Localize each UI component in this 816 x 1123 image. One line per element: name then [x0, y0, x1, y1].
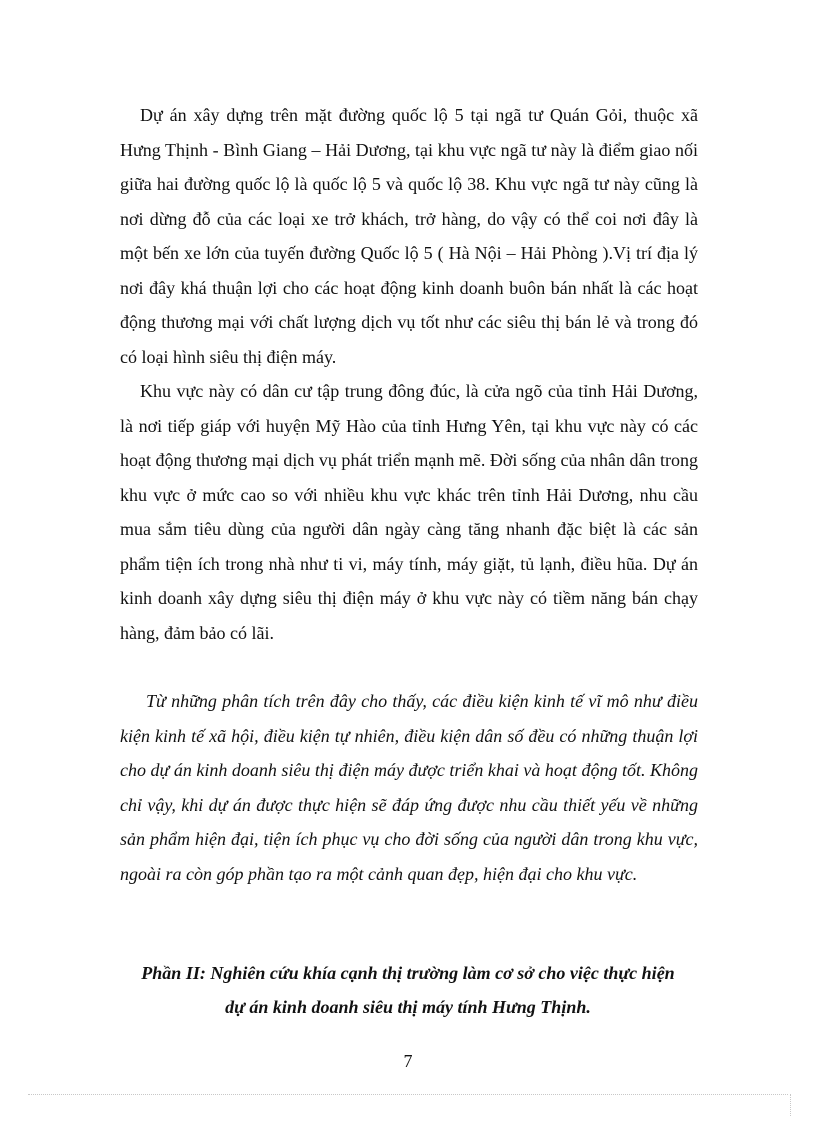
section-heading-line-2: dự án kinh doanh siêu thị máy tính Hưng Thịnh. [225, 997, 591, 1017]
paragraph-demographics [120, 374, 698, 650]
section-heading [100, 956, 716, 1024]
section-heading-line-1: Phần II: Nghiên cứu khía cạnh thị trường làm cơ sở cho việc thực hiện [141, 963, 675, 983]
paragraph-conclusion [120, 684, 698, 891]
paragraph-text: Từ những phân tích trên đây cho thấy, các điều kiện kinh tế vĩ mô như điều kiện kinh tế xã hội, điều kiện tự nhiên, điều kiện dân số đều có những thuận lợi cho dự án kinh doanh siêu thị điện máy được triển khai và hoạt động tốt. Không chỉ vậy, khi dự án được thực hiện sẽ đáp ứng được nhu cầu thiết yếu về những sản phẩm hiện đại, tiện ích phục vụ cho đời sống của người dân trong khu vực, ngoài ra còn góp phần tạo ra một cảnh quan đẹp, hiện đại cho khu vực. [120, 691, 698, 884]
page-bottom-border [28, 1094, 788, 1095]
paragraph-text: Khu vực này có dân cư tập trung đông đúc, là cửa ngõ của tỉnh Hải Dương, là nơi tiếp giáp với huyện Mỹ Hào của tỉnh Hưng Yên, tại khu vực này có các hoạt động thương mại dịch vụ phát triển mạnh mẽ. Đời sống của nhân dân trong khu vực ở mức cao so với nhiều khu vực khác trên tỉnh Hải Dương, nhu cầu mua sắm tiêu dùng của người dân ngày càng tăng nhanh đặc biệt là các sản phẩm tiện ích trong nhà như ti vi, máy tính, máy giặt, tủ lạnh, điều hũa. Dự án kinh doanh xây dựng siêu thị điện máy ở khu vực này có tiềm năng bán chạy hàng, đảm bảo có lãi. [120, 381, 698, 643]
page-corner-mark [790, 1094, 792, 1116]
paragraph-location [120, 98, 698, 374]
paragraph-text: Dự án xây dựng trên mặt đường quốc lộ 5 tại ngã tư Quán Gỏi, thuộc xã Hưng Thịnh - Bình Giang – Hải Dương, tại khu vực ngã tư này là điểm giao nối giữa hai đường quốc lộ là quốc lộ 5 và quốc lộ 38. Khu vực ngã tư này cũng là nơi dừng đỗ của các loại xe trở khách, trở hàng, do vậy có thể coi nơi đây là một bến xe lớn của tuyến đường Quốc lộ 5 ( Hà Nội – Hải Phòng ).Vị trí địa lý nơi đây khá thuận lợi cho các hoạt động kinh doanh buôn bán nhất là các hoạt động thương mại với chất lượng dịch vụ tốt như các siêu thị bán lẻ và trong đó có loại hình siêu thị điện máy. [120, 105, 698, 367]
page-number: 7 [403, 1051, 413, 1071]
